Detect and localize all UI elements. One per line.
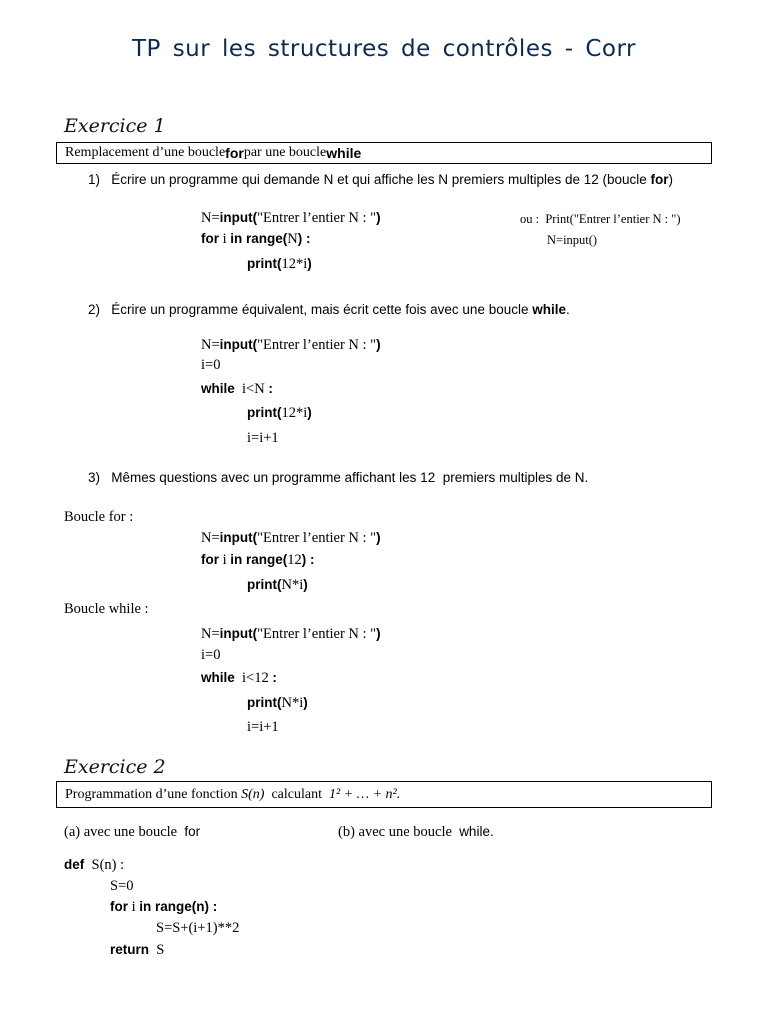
code-line xyxy=(247,405,312,422)
code-line xyxy=(201,381,273,398)
part-a-keyword: for xyxy=(184,824,201,839)
code-paren: ) xyxy=(307,405,312,420)
code-line: i=i+1 xyxy=(247,430,279,446)
question-text: Écrire un programme qui demande N et qui affiche les N premiers multiples de 12 (boucle xyxy=(111,172,651,187)
code-line: S=0 xyxy=(110,878,134,894)
question-text: Mêmes questions avec un programme affichant les 12 premiers multiples de N. xyxy=(111,470,589,485)
code-keyword: in range( xyxy=(230,231,288,246)
code-keyword: return xyxy=(110,942,150,957)
part-b-keyword: while. xyxy=(459,824,494,839)
code-paren: ) xyxy=(376,210,381,225)
code-paren: ) xyxy=(303,695,308,710)
question-text-end: ) xyxy=(668,172,674,187)
statement-text: calculant xyxy=(271,786,322,802)
code-string: "Entrer l’entier N : " xyxy=(257,530,377,546)
code-text: i xyxy=(219,552,231,568)
code-line xyxy=(201,337,381,354)
code-line xyxy=(201,231,311,248)
code-colon: : xyxy=(272,670,277,685)
code-paren: ) : xyxy=(301,552,315,567)
question-2 xyxy=(88,302,570,317)
code-line: S=S+(i+1)**2 xyxy=(156,920,240,936)
code-line: i=0 xyxy=(201,357,221,373)
code-keyword: print( xyxy=(247,695,282,710)
code-paren: ) xyxy=(376,626,381,641)
statement-keyword-for: for xyxy=(225,145,244,161)
code-keyword: in range(n) : xyxy=(139,899,218,914)
code-keyword: print( xyxy=(247,256,282,271)
statement-text: Remplacement d’une boucle xyxy=(65,145,226,160)
question-text: Écrire un programme équivalent, mais écrit cette fois avec une boucle xyxy=(111,302,533,317)
code-paren: ) xyxy=(307,256,312,271)
code-line xyxy=(247,577,308,594)
while-loop-label: Boucle while : xyxy=(64,601,149,617)
statement-keyword-while: while xyxy=(326,145,362,161)
code-keyword: input( xyxy=(219,210,258,225)
code-line xyxy=(201,670,277,687)
code-line xyxy=(201,530,381,547)
sum-formula: 1² + … + n². xyxy=(329,786,401,802)
code-text: 12*i xyxy=(281,405,308,421)
code-text: S(n) : xyxy=(91,857,125,873)
code-line xyxy=(64,857,124,874)
exercise-1-heading: Exercice 1 xyxy=(64,115,166,137)
code-text: N xyxy=(287,231,298,247)
question-number: 1) xyxy=(88,172,101,187)
code-text: i xyxy=(128,899,140,915)
code-paren: ) xyxy=(376,337,381,352)
code-line xyxy=(247,256,312,273)
code-string: "Entrer l’entier N : " xyxy=(257,337,377,353)
code-text: i<N xyxy=(242,381,265,397)
alternative-code xyxy=(520,212,681,227)
alternative-label: ou : xyxy=(520,212,540,226)
statement-text: par une boucle xyxy=(243,145,327,160)
code-line: i=i+1 xyxy=(247,719,279,735)
code-line xyxy=(201,552,315,569)
code-text: N= xyxy=(201,337,220,353)
code-keyword: in range( xyxy=(230,552,288,567)
question-number: 2) xyxy=(88,302,101,317)
for-loop-label: Boucle for : xyxy=(64,509,134,525)
part-b-label: (b) avec une boucle xyxy=(338,824,456,840)
alternative-line: Print("Entrer l’entier N : ") xyxy=(545,212,681,226)
code-line xyxy=(247,695,308,712)
code-text: N*i xyxy=(281,695,304,711)
question-keyword: while xyxy=(532,302,566,317)
code-text: i<12 xyxy=(242,670,269,686)
code-text: S xyxy=(156,942,165,958)
statement-text: Programmation d’une fonction xyxy=(65,786,238,802)
question-keyword: for xyxy=(650,172,669,187)
code-text: N*i xyxy=(281,577,304,593)
code-keyword: while xyxy=(201,381,235,396)
code-keyword: input( xyxy=(219,626,258,641)
code-line xyxy=(110,942,164,959)
question-3 xyxy=(88,470,588,485)
code-colon: : xyxy=(268,381,273,396)
function-name: S(n) xyxy=(241,786,265,802)
code-keyword: print( xyxy=(247,405,282,420)
question-number: 3) xyxy=(88,470,101,485)
code-keyword: while xyxy=(201,670,235,685)
code-text: N= xyxy=(201,210,220,226)
code-text: N= xyxy=(201,530,220,546)
question-text-end: . xyxy=(566,302,570,317)
code-keyword: input( xyxy=(219,337,258,352)
exercise-1-statement-box xyxy=(56,142,712,164)
code-keyword: def xyxy=(64,857,85,872)
part-b xyxy=(338,824,494,841)
code-line xyxy=(201,210,381,227)
page-title: TP sur les structures de contrôles - Corr xyxy=(131,36,637,62)
exercise-2-statement-box xyxy=(56,781,712,808)
part-a-label: (a) avec une boucle xyxy=(64,824,181,840)
code-line xyxy=(110,899,217,916)
question-1 xyxy=(88,172,673,187)
code-keyword: for xyxy=(201,231,219,246)
exercise-2-heading: Exercice 2 xyxy=(64,756,166,778)
part-a xyxy=(64,824,200,841)
code-line xyxy=(201,626,381,643)
code-text: i xyxy=(219,231,231,247)
code-string: "Entrer l’entier N : " xyxy=(257,626,377,642)
code-keyword: print( xyxy=(247,577,282,592)
code-paren: ) xyxy=(376,530,381,545)
code-string: "Entrer l’entier N : " xyxy=(257,210,377,226)
code-line: i=0 xyxy=(201,647,221,663)
code-paren: ) xyxy=(303,577,308,592)
code-keyword: for xyxy=(201,552,219,567)
code-paren: ) : xyxy=(297,231,311,246)
code-text: 12 xyxy=(287,552,302,568)
alternative-line: N=input() xyxy=(547,233,598,247)
code-keyword: input( xyxy=(219,530,258,545)
code-keyword: for xyxy=(110,899,128,914)
code-text: N= xyxy=(201,626,220,642)
code-text: 12*i xyxy=(281,256,308,272)
